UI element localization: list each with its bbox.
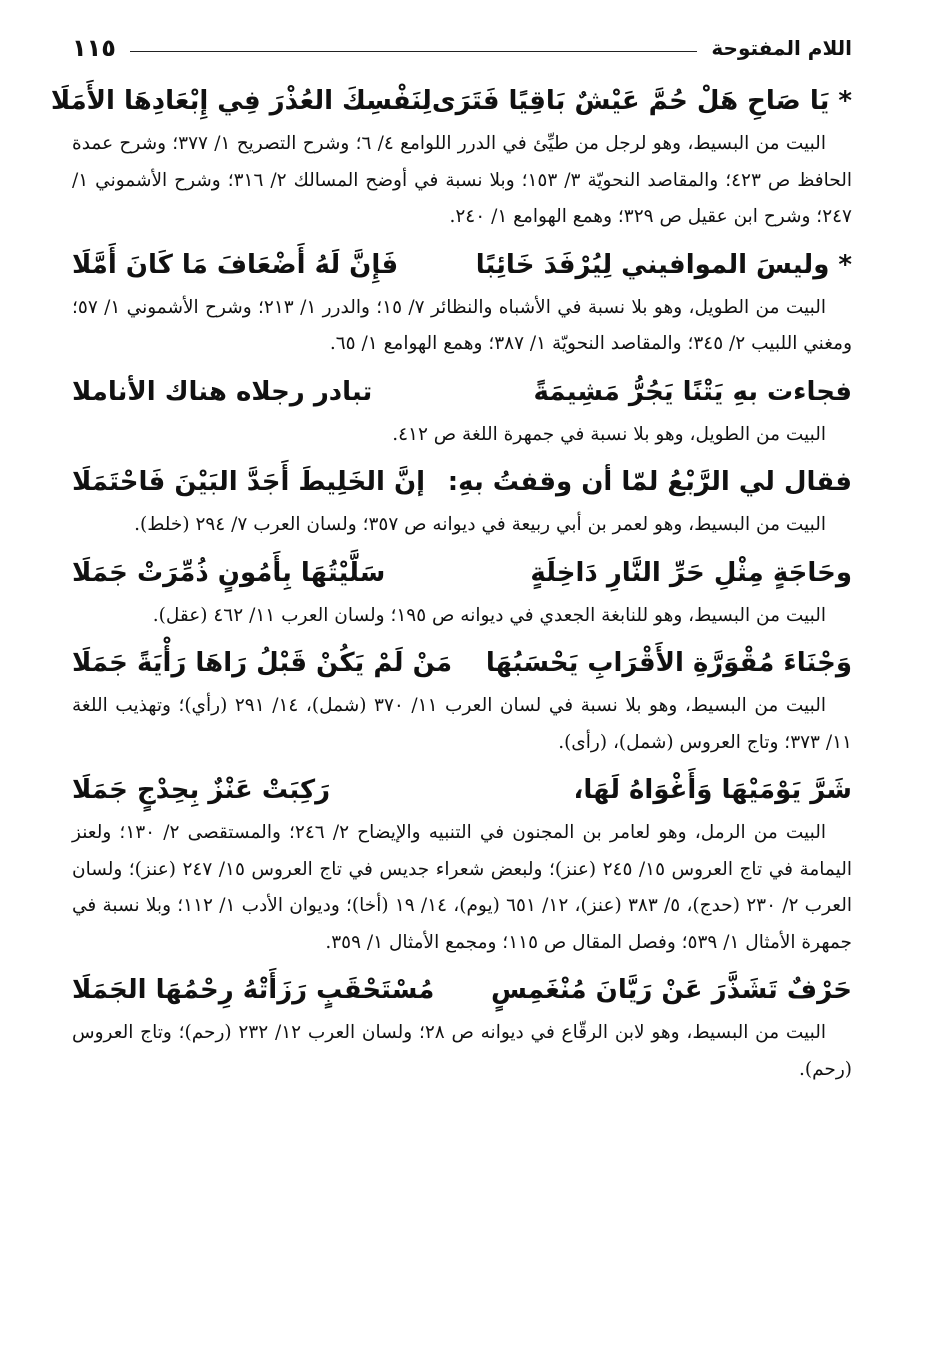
verse-second-hemistich: مُسْتَحْقَبٍ رَزَأَتْهُ رِحْمُهَا الجَمَلَا [72, 975, 435, 1005]
verse-line [72, 965, 852, 1015]
running-header [72, 28, 852, 68]
verse-second-hemistich: لِنَفْسِكَ العُذْرَ فِي إِبْعَادِهَا الأَمَلَا [50, 86, 432, 116]
verse-first-hemistich: * يَا صَاحِ هَلْ حُمَّ عَيْشٌ بَاقِيًا فَتَرَى [431, 86, 852, 116]
verse-first-hemistich: فقال لي الرَّبْعُ لمّا أن وقفتُ بهِ: [447, 467, 852, 497]
verse-line [72, 457, 852, 507]
verse-entry [72, 240, 852, 363]
verse-second-hemistich: فَإِنَّ لَهُ أَضْعَافَ مَا كَانَ أَمَّلَا [72, 249, 399, 280]
verse-first-hemistich: شَرَّ يَوْمَيْهَا وَأَغْوَاهُ لَهَا، [573, 775, 852, 805]
verse-first-hemistich: وحَاجَةٍ مِثْلِ حَرِّ النَّارِ دَاخِلَةٍ [530, 557, 852, 588]
verse-entry [72, 965, 852, 1088]
verse-note: البيت من البسيط، وهو للنابغة الجعدي في ديوانه ص ١٩٥؛ ولسان العرب ١١/ ٤٦٢ (عقل). [152, 604, 826, 626]
verse-line [72, 638, 852, 688]
verse-entry [72, 638, 852, 761]
verse-note: البيت من البسيط، وهو لابن الرقّاع في ديوانه ص ٢٨؛ ولسان العرب ١٢/ ٢٣٢ (رحم)؛ وتاج العروس (رحم). [72, 1022, 852, 1080]
verse-note: البيت من الرمل، وهو لعامر بن المجنون في التنبيه والإيضاح ٢/ ٢٤٦؛ والمستقصى ٢/ ١٣٠؛ ولعنز اليمامة في تاج العروس ١٥/ ٢٤٥ (عنز)؛ ولبعض شعراء جديس في تاج العروس ١٥/ ٢٤٧ (عنز)؛ ولسان العرب ٢/ ٢٣٠ (حدج)، ٥/ ٣٨٣ (عنز)، ١٢/ ٦٥١ (يوم)، ١٤/ ١٩ (أخا)؛ وديوان الأدب ١/ ١١٢؛ وبلا نسبة في جمهرة الأمثال ١/ ٥٣٩؛ وفصل المقال ص ١١٥؛ ومجمع الأمثال ١/ ٣٥٩. [72, 822, 853, 953]
page-number: ١١٥ [72, 34, 116, 62]
verse-second-hemistich: رَكِبَتْ عَنْزٌ بِحِدْجٍ جَمَلَا [72, 775, 331, 805]
verse-line [72, 548, 852, 598]
verse-line [72, 240, 852, 290]
running-title: اللام المفتوحة [711, 36, 852, 60]
verse-second-hemistich: تبادر رجلاه هناك الأناملا [72, 376, 373, 407]
verse-entry [50, 76, 852, 236]
verse-entry [72, 457, 852, 544]
page [50, 28, 853, 1092]
verse-first-hemistich: حَرْفٌ تَشَذَّرَ عَنْ رَيَّانَ مُنْغَمِسٍ [491, 975, 852, 1005]
verse-first-hemistich: فجاءت بهِ يَتْنًا يَجُرُّ مَشِيمَةً [533, 376, 852, 407]
verse-entry [72, 765, 852, 961]
verse-first-hemistich: * وليسَ الموافيني لِيُرْفَدَ خَائِبًا [475, 249, 852, 280]
verse-line [72, 765, 852, 815]
header-rule [130, 51, 697, 52]
verse-entry [72, 367, 852, 454]
verse-note: البيت من البسيط، وهو بلا نسبة في لسان العرب ١١/ ٣٧٠ (شمل)، ١٤/ ٢٩١ (رأي)؛ وتهذيب اللغة ١١/ ٣٧٣؛ وتاج العروس (شمل)، (رأى). [72, 695, 852, 753]
verse-second-hemistich: إنَّ الخَلِيطَ أَجَدَّ البَيْنَ فَاحْتَمَلَا [72, 467, 426, 497]
verse-second-hemistich: مَنْ لَمْ يَكُنْ قَبْلُ رَاهَا رَأْيَةً جَمَلَا [72, 648, 453, 678]
verse-first-hemistich: وَجْنَاءَ مُقْوَرَّةِ الأَقْرَابِ يَحْسَبُهَا [485, 648, 852, 678]
verse-note: البيت من الطويل، وهو بلا نسبة في الأشباه والنظائر ٧/ ١٥؛ والدرر ١/ ٢١٣؛ وشرح الأشموني ١/ ٥٧؛ ومغني اللبيب ٢/ ٣٤٥؛ والمقاصد النحويّة ١/ ٣٨٧؛ وهمع الهوامع ١/ ٦٥. [72, 296, 852, 354]
verse-line [50, 76, 852, 126]
verse-note: البيت من البسيط، وهو لرجل من طيِّئ في الدرر اللوامع ٤/ ٦؛ وشرح التصريح ١/ ٣٧٧؛ وشرح عمدة الحافظ ص ٤٢٣؛ والمقاصد النحويّة ٣/ ١٥٣؛ وبلا نسبة في أوضح المسالك ٢/ ٣١٦؛ وشرح الأشموني ١/ ٢٤٧؛ وشرح ابن عقيل ص ٣٢٩؛ وهمع الهوامع ١/ ٢٤٠. [72, 133, 852, 227]
verse-second-hemistich: سَلَّيْتُهَا بِأَمُونٍ ذُمِّرَتْ جَمَلَا [72, 557, 386, 588]
verse-entry [72, 548, 852, 635]
verse-line [72, 367, 852, 417]
verse-note: البيت من البسيط، وهو لعمر بن أبي ربيعة في ديوانه ص ٣٥٧؛ ولسان العرب ٧/ ٢٩٤ (خلط). [134, 514, 826, 535]
verse-note: البيت من الطويل، وهو بلا نسبة في جمهرة اللغة ص ٤١٢. [392, 423, 826, 445]
